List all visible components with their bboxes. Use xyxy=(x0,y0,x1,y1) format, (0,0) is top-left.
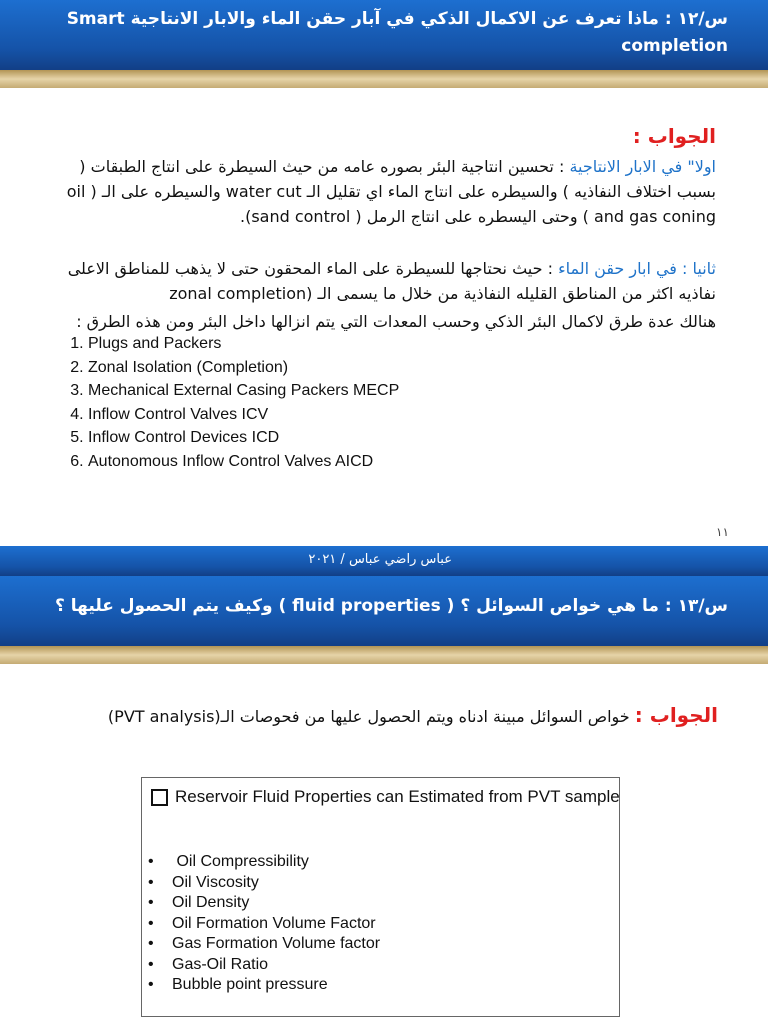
answer-12-paragraph-3: هنالك عدة طرق لاكمال البئر الذكي وحسب المعدات التي يتم انزالها داخل البئر ومن هذه الطرق : xyxy=(76,312,716,331)
list-item: • Oil Compressibility xyxy=(148,852,380,873)
bullet-icon: • xyxy=(148,853,154,870)
checkbox-square-icon xyxy=(151,789,168,806)
question-12-title xyxy=(38,6,728,60)
fluid-properties-box xyxy=(141,777,620,1017)
bullet-icon: • xyxy=(148,935,154,952)
paragraph-2-text: : حيث نحتاجها للسيطرة على الماء المحقون حتى لا يذهب للمناطق الاعلى نفاذيه اكثر من المناطق القليله النفاذية من خلال ما يسمى الـ (zonal completion xyxy=(67,259,716,303)
list-item: • Oil Formation Volume Factor xyxy=(148,914,380,935)
fluid-properties-list xyxy=(148,852,380,996)
gold-divider xyxy=(0,70,768,88)
list-item: • Gas Formation Volume factor xyxy=(148,934,380,955)
gold-divider xyxy=(0,646,768,664)
question-12-header xyxy=(0,0,768,70)
bullet-icon: • xyxy=(148,976,154,993)
question-12-title-english: Smart completion xyxy=(66,9,728,56)
answer-13-text: خواص السوائل مبينة ادناه ويتم الحصول عليها من فحوصات الـ(PVT analysis) xyxy=(107,707,630,726)
page-number: ١١ xyxy=(716,525,729,539)
list-item: 4. Inflow Control Valves ICV xyxy=(88,403,399,427)
footer-author: عباس راضي عباس / ٢٠٢١ xyxy=(308,552,452,567)
answer-13 xyxy=(108,703,718,727)
page-footer xyxy=(0,546,768,576)
answer-13-label: الجواب : xyxy=(634,703,718,727)
paragraph-1-lead: اولا" في الابار الانتاجية xyxy=(569,157,716,176)
bullet-icon: • xyxy=(148,894,154,911)
answer-12-paragraph-1 xyxy=(56,154,716,229)
question-12-title-arabic: س/١٢ : ماذا تعرف عن الاكمال الذكي في آبار حقن الماء والابار الانتاجية xyxy=(130,9,728,29)
list-item: • Oil Density xyxy=(148,893,380,914)
list-item: 2. Zonal Isolation (Completion) xyxy=(88,356,399,380)
question-13-header xyxy=(0,576,768,646)
answer-12-label: الجواب : xyxy=(632,124,716,148)
bullet-icon: • xyxy=(148,914,154,932)
paragraph-2-lead: ثانيا : في ابار حقن الماء xyxy=(558,259,716,278)
bullet-icon: • xyxy=(148,873,154,891)
list-item: • Oil Viscosity xyxy=(148,873,380,894)
list-item: 1. Plugs and Packers xyxy=(88,332,399,356)
fluid-properties-title: Reservoir Fluid Properties can Estimated from PVT sample xyxy=(151,786,635,807)
bullet-icon: • xyxy=(148,955,154,973)
list-item: 5. Inflow Control Devices ICD xyxy=(88,426,399,450)
answer-12-paragraph-2 xyxy=(56,256,716,306)
list-item: • Bubble point pressure xyxy=(148,975,380,996)
question-13-title: س/١٣ : ما هي خواص السوائل ؟ ( fluid properties ) وكيف يتم الحصول عليها ؟ xyxy=(55,596,728,616)
list-item: 6. Autonomous Inflow Control Valves AICD xyxy=(88,450,399,474)
paragraph-1-text: : تحسين انتاجية البئر بصوره عامه من حيث السيطرة على انتاج الطبقات ( بسبب اختلاف النفاذيه ) والسيطره على انتاج الماء اي تقليل الـ water cut والسيطره على الـ ( oil and gas coning ) وحتى اليسطره على انتاج الرمل ( sand control). xyxy=(66,157,716,226)
smart-completion-methods-list xyxy=(60,332,399,473)
list-item: • Gas-Oil Ratio xyxy=(148,955,380,976)
list-item: 3. Mechanical External Casing Packers MECP xyxy=(88,379,399,403)
